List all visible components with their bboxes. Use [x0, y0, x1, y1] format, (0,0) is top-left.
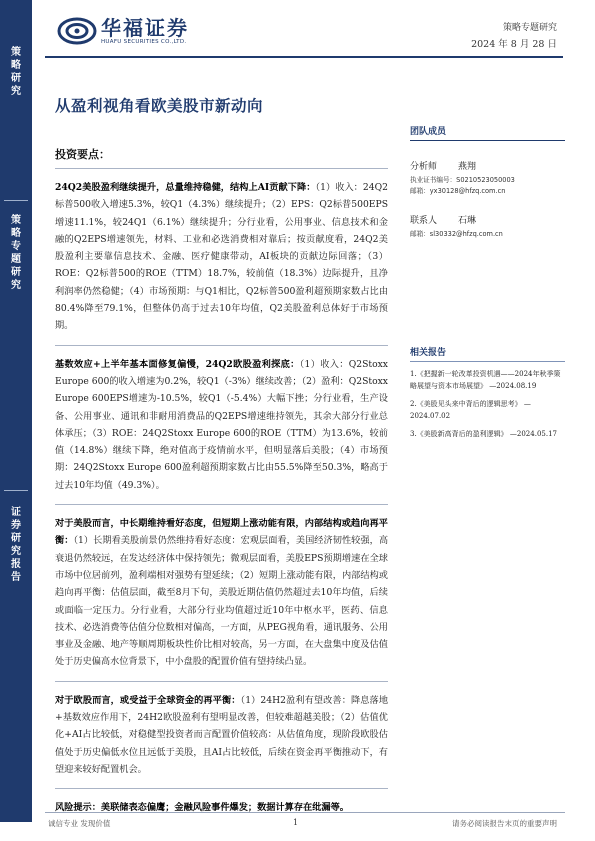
team-member [410, 159, 565, 197]
paragraph-risk [55, 799, 388, 816]
email-label: 邮箱： [410, 230, 430, 238]
paragraph-us-view [55, 515, 388, 671]
brand-name-cn: 华福证券 [101, 16, 189, 40]
paragraph-eu-view [55, 692, 388, 778]
license-number: S0210523050003 [456, 176, 515, 184]
paragraph-us-earnings [55, 179, 388, 335]
section-divider [55, 681, 388, 682]
para-body: （1）收入：24Q2标普500收入增速5.3%，较Q1（4.3%）继续提升；（2）EPS：Q2标普500EPS增速11.1%，较24Q1（6.1%）继续提升；分行业看，公用事业、信息技术和金融的Q2EPS增速领先，材料、工业和必选消费相对靠后；按贡献度看，24Q2美股盈利主要靠信息技术、金融、医疗健康带动，AI板块的贡献边际回落；（3）ROE：Q2标普500的ROE（TTM）18.7%，较前值（18.3%）边际提升，且净利润率仍然稳健；（4）市场预期：与Q1相比，Q2标普500盈利超预期家数占比由80.4%降至79.1%，但整体仍高于过去10年均值，Q2美股盈利总体好于市场预期。 [55, 182, 388, 332]
paragraph-eu-earnings [55, 356, 388, 494]
team-heading: 团队成员 [410, 124, 565, 141]
sidebar-divider [4, 200, 28, 201]
para-lead: 24Q2美股盈利继续提升，总量维持稳健，结构上AI贡献下降： [55, 182, 316, 193]
footer-slogan: 诚信专业 发现价值 [48, 819, 111, 828]
brand-emblem-icon [57, 14, 97, 48]
doc-type: 策略专题研究 [502, 23, 557, 33]
section-divider [55, 788, 388, 789]
email-label: 邮箱： [410, 187, 430, 195]
sidebar-divider [4, 490, 28, 491]
member-email[interactable]: sl30332@hfzq.com.cn [429, 230, 503, 238]
related-report-item[interactable]: 1.《把握新一轮改革投资机遇——2024年秋季策略展望与资本市场展望》 —2024.08.19 [410, 370, 561, 390]
member-name: 石琳 [458, 216, 477, 226]
member-email[interactable]: yx30128@hfzq.com.cn [429, 187, 506, 195]
related-heading: 相关报告 [410, 345, 565, 362]
section-divider [55, 168, 388, 169]
related-report-item[interactable]: 2.《美股见头来中背后的逻辑思考》 —2024.07.02 [410, 400, 531, 420]
section-divider [55, 504, 388, 505]
member-name: 燕翔 [458, 162, 477, 172]
page-number: 1 [293, 818, 299, 827]
highlights-heading: 投资要点： [55, 148, 110, 161]
related-report-item[interactable]: 3.《美股新高背后的盈利逻辑》 —2024.05.17 [410, 430, 557, 438]
license-label: 执业证书编号： [410, 176, 457, 184]
footer-disclaimer: 请务必阅读报告末页的重要声明 [452, 819, 557, 828]
page-title: 从盈利视角看欧美股市新动向 [55, 96, 264, 115]
para-body: （1）长期看美股前景仍然维持看好态度：宏观层面看，美国经济韧性较强，高衰退仍然较远，在发达经济体中保持领先；微观层面看，美股EPS预期增速在全球市场中位居前列，盈利端相对强势有望延续；（2）短期上涨动能有限，内部结构或趋向再平衡：估值层面，截至8月下旬，美股近期估值仍然超过去10年均值，后续或面临一定压力。分行业看，大部分行业均值超过近10年中枢水平，医药、信息技术、必选消费等估值分位数相对偏高，一方面，从PEG视角看，通讯服务、公用事业及金融、地产等顺周期板块性价比相对较高，另一方面，在大盘集中度及估值处于历史偏高水位背景下，中小盘股的配置价值有望持续凸显。 [55, 535, 389, 668]
sidebar-label-topic: 策略专题研究 [11, 215, 21, 291]
sidebar-label-strategy: 策略研究 [11, 47, 21, 97]
header-rule [45, 56, 563, 58]
team-member [410, 213, 565, 240]
para-body: （1）24H2盈利有望改善：降息落地+基数效应作用下，24H2欧股盈利有望明显改善，但较难超越美股；（2）估值优化+AI占比较低，对稳健型投资者而言配置价值较高：从估值角度，现阶段欧股估值处于历史偏低水位且远低于美股，且AI占比较低，后续在资金再平衡推动下，有望迎来较好配置机会。 [55, 694, 389, 775]
para-body: （1）收入：Q2Stoxx Europe 600的收入增速为0.2%，较Q1（-3%）继续改善；（2）盈利：Q2Stoxx Europe 600EPS增速为-10.5%，较Q1（-5.4%）大幅下挫；分行业看，生产设备、公用事业、通讯和非耐用消费品的Q2EPS增速维持领先，其余大部分行业总体承压；（3）ROE：24Q2Stoxx Europe 600的ROE（TTM）为13.6%，较前值（14.8%）继续下降，绝对值高于疫情前水平，但明显落后美股；（4）市场预期：24Q2Stoxx Europe 600盈利超预期家数占比由55.5%降至50.3%，略高于过去10年均值（49.3%）。 [55, 358, 388, 491]
section-divider [55, 345, 388, 346]
brand-name-en: HUAFU SECURITIES CO.,LTD. [101, 39, 187, 45]
brand-logo [57, 14, 189, 48]
doc-date: 2024 年 8 月 28 日 [471, 39, 557, 50]
member-role: 联系人 [410, 216, 438, 226]
para-lead: 对于欧股而言，或受益于全球资金的再平衡： [55, 694, 241, 706]
para-lead: 风险提示：美联储表态偏鹰；金融风险事件爆发；数据计算存在纰漏等。 [55, 802, 349, 814]
team-section [410, 124, 565, 250]
related-section [410, 345, 565, 446]
para-lead: 对于美股而言，中长期维持看好态度，但短期上涨动能有限，内部结构或趋向再平衡： [55, 518, 388, 547]
footer-rule [45, 812, 565, 813]
sidebar-label-report: 证券研究报告 [11, 507, 21, 583]
para-lead: 基数效应+上半年基本面修复偏慢，24Q2欧股盈利探底： [55, 358, 300, 370]
highlights-section [55, 146, 388, 827]
sidebar-band [0, 0, 32, 822]
member-role: 分析师 [410, 162, 438, 172]
